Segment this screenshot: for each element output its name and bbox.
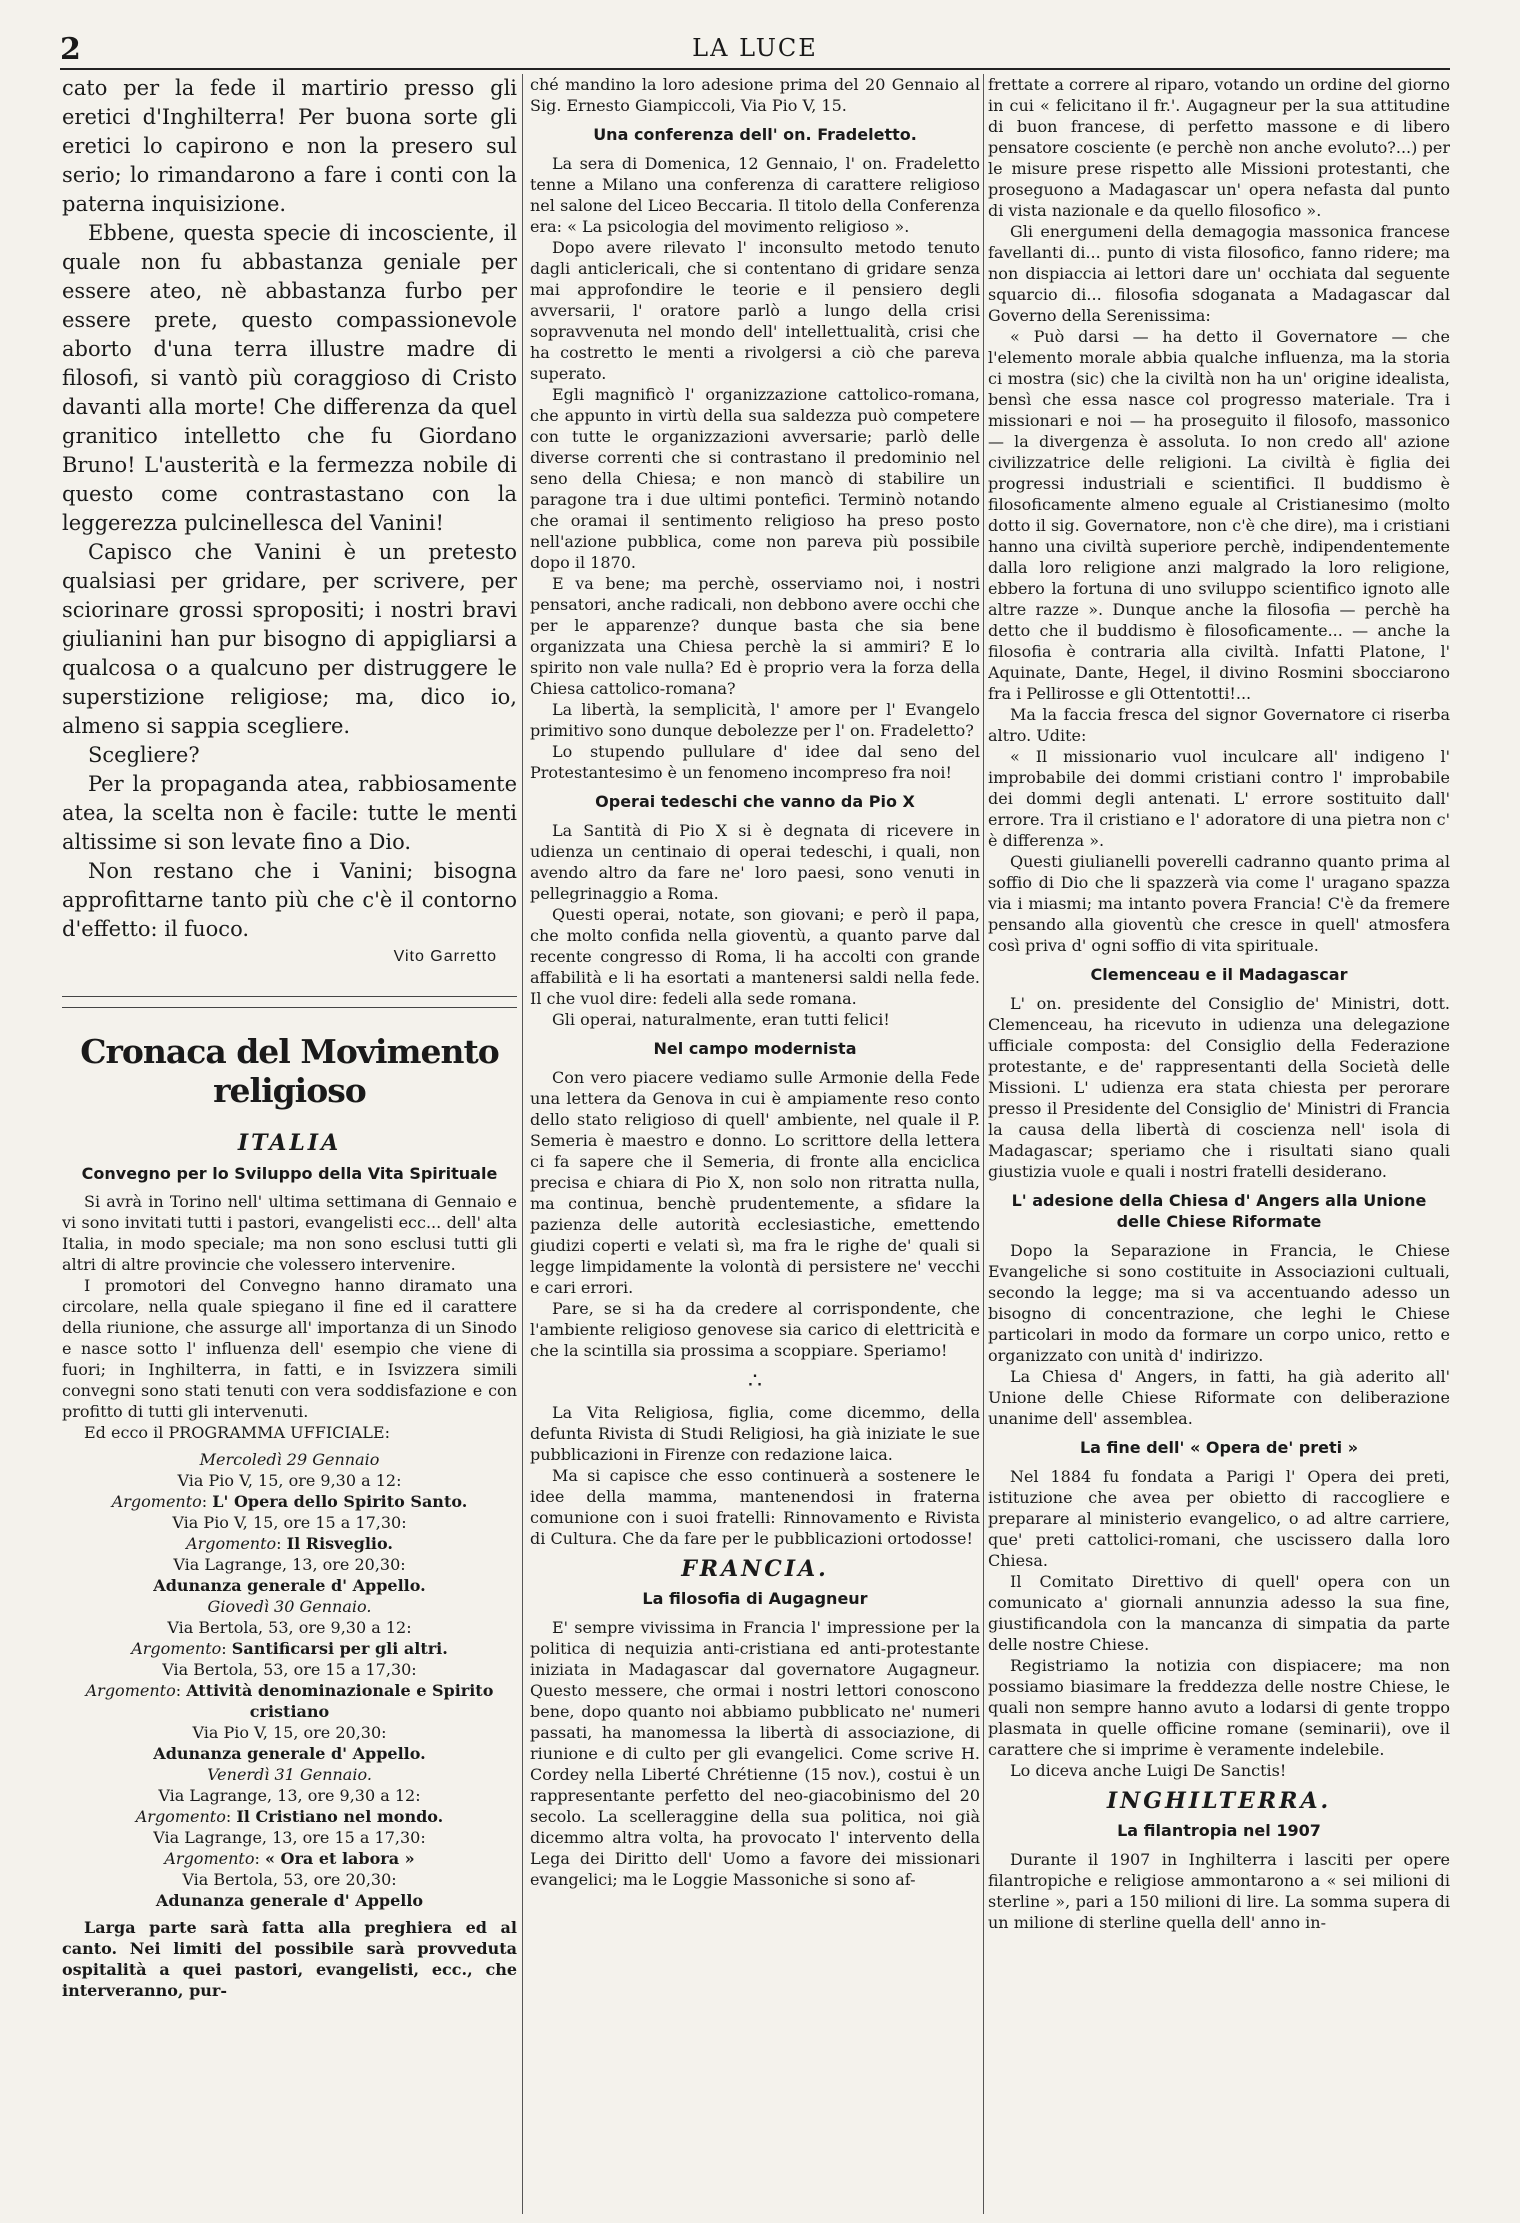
program-argument: « Ora et labora » — [264, 1849, 415, 1868]
program-line: Argomento: Il Cristiano nel mondo. — [135, 1807, 444, 1826]
column-divider — [522, 74, 523, 2214]
article-title: Nel campo modernista — [653, 1039, 857, 1058]
paragraph: « Può darsi — ha detto il Governatore — che l'elemento morale abbia qualche influenza, ma la storia ci mostra (sic) che la civiltà non ha un' origine idealista, bensì che essa nasce col progresso materiale. Tra i missionari e noi — ha proseguito il filosofo, massonico — la divergenza è assoluta. Io non credo all' azione civilizzatrice delle religioni. La civiltà è figlia dei progressi industriali e scientifici. Il buddismo è filosoficamente almeno eguale al Cristianesimo (molto dotto il sig. Governatore, non c'è che dire), ma i cristiani hanno una civiltà superiore perchè, indipendentemente dalla loro religione anzi malgrado la loro religione, ebbero la fortuna di uno sviluppo scientifico ignoto alle altre razze ». Dunque anche la filosofia — perchè ha detto che il buddismo è filosoficamente... — anche la filosofia è contraria alla civiltà. Infatti Platone, l' Aquinate, Dante, Hegel, il divino Rosmini sbocciarono fra i Pellirosse e gli Ottentotti!... — [988, 327, 1450, 703]
column-2 — [530, 74, 980, 2214]
article-title: La fine dell' « Opera de' preti » — [1079, 1438, 1359, 1457]
country-heading-francia: FRANCIA. — [681, 1556, 829, 1582]
program-argument-label: Argomento — [135, 1807, 226, 1826]
country-heading-inghilterra: INGHILTERRA. — [1106, 1788, 1332, 1814]
program-line: Argomento: « Ora et labora » — [164, 1849, 415, 1868]
program-line: Via Pio V, 15, ore 15 a 17,30: — [172, 1513, 407, 1532]
program-argument: Il Risveglio. — [286, 1534, 393, 1553]
paragraph: Ma si capisce che esso continuerà a sostenere le idee della mamma, mantenendosi in fraterna comunione con i suoi fratelli: Rinnovamento e Rivista di Cultura. Che da fare per le pubblicazioni ortodosse! — [530, 1466, 980, 1548]
paragraph: Durante il 1907 in Inghilterra i lasciti per opere filantropiche e religiose ammontarono a « sei milioni di sterline », pari a 150 milioni di lire. La somma supera di un milione di sterline quella dell' anno in- — [988, 1850, 1450, 1932]
program-assembly: Adunanza generale d' Appello. — [153, 1576, 426, 1595]
paragraph: Ebbene, questa specie di incosciente, il quale non fu abbastanza geniale per essere ateo, nè abbastanza furbo per essere prete, questo compassionevole aborto d'una terra illustre madre di filosofi, si vantò più coraggioso di Cristo davanti alla morte! Che differenza da quel granitico intelletto che fu Giordano Bruno! L'austerità e la fermezza nobile di questo come contrastastano con la leggerezza pulcinellesca del Vanini! — [62, 221, 517, 535]
program-line: Via Pio V, 15, ore 9,30 a 12: — [177, 1471, 402, 1490]
paragraph: Dopo la Separazione in Francia, le Chiese Evangeliche si sono costituite in Associazioni cultuali, secondo la legge; ma si va accentuando adesso un bisogno di concentrazione, che leghi le Chiese particolari in modo da formare un corpo unico, retto e organizzato con unità d' indirizzo. — [988, 1241, 1450, 1365]
program-line: Via Bertola, 53, ore 9,30 a 12: — [167, 1618, 412, 1637]
program-line — [62, 1890, 517, 1911]
program-line: Argomento: Santificarsi per gli altri. — [131, 1639, 448, 1658]
program-argument-label: Argomento — [131, 1639, 222, 1658]
article-title: L' adesione della Chiesa d' Angers alla Unione delle Chiese Riformate — [1011, 1191, 1427, 1231]
paragraph: Ed ecco il PROGRAMMA UFFICIALE: — [84, 1423, 390, 1442]
paragraph: Il Comitato Direttivo di quell' opera con un comunicato a' giornali annunzia adesso la sua fine, giustificandola con la mancanza di simpatia da parte delle nostre Chiese. — [988, 1572, 1450, 1654]
paragraph: Larga parte sarà fatta alla preghiera ed al canto. Nei limiti del possibile sarà provveduta ospitalità a quei pastori, evangelisti, ecc., che interveranno, pur- — [62, 1918, 517, 2000]
program-line: Via Pio V, 15, ore 20,30: — [192, 1723, 387, 1742]
program-argument: Il Cristiano nel mondo. — [236, 1807, 444, 1826]
author-signature: Vito Garretto — [393, 948, 497, 965]
program-line: Via Bertola, 53, ore 20,30: — [182, 1870, 397, 1889]
program-line: Argomento: Attività denominazionale e Spirito cristiano — [85, 1681, 494, 1721]
paragraph: La Chiesa d' Angers, in fatti, ha già aderito all' Unione delle Chiese Riformate con deliberazione unanime dell' assemblea. — [988, 1367, 1450, 1428]
program-line: Giovedì 30 Gennaio. — [207, 1597, 372, 1616]
program-line: Via Bertola, 53, ore 15 a 17,30: — [162, 1660, 417, 1679]
paragraph: E' sempre vivissima in Francia l' impressione per la politica di nequizia anti-cristiana ed anti-protestante iniziata in Madagascar dal governatore Augagneur. Questo messere, che ormai i nostri lettori conoscono bene, dopo quanto noi abbiamo pubblicato ne' numeri passati, ha manomessa la libertà di associazione, di riunione e di culto per gli evangelici. Come scrive H. Cordey nella Liberté Chrétienne (15 nov.), costui è un rappresentante perfetto del neo-giacobinismo del 20 secolo. La scelleraggine della sua politica, noi già dicemmo altra volta, ha provocato l' intervento della Lega dei Diritto dell' Uomo a favore dei missionari evangelici; ma le Loggie Massoniche si sono af- — [530, 1618, 980, 1889]
article-body — [62, 1191, 517, 1443]
paragraph: Scegliere? — [88, 743, 200, 767]
program-argument: Attività denominazionale e Spirito cristiano — [186, 1681, 494, 1721]
section-divider — [62, 996, 517, 1008]
chronicle-title: Cronaca del Movimento religioso — [80, 1032, 499, 1110]
paragraph: Nel 1884 fu fondata a Parigi l' Opera dei preti, istituzione che avea per obietto di raccogliere e preparare al ministerio evangelico, o ad altre carriere, que' preti cattolici-romani, che uscissero dalla loro Chiesa. — [988, 1467, 1450, 1570]
program-argument-label: Argomento — [85, 1681, 176, 1700]
paragraph: Per la propaganda atea, rabbiosamente atea, la scelta non è facile: tutte le menti altissime si son levate fino a Dio. — [62, 772, 517, 854]
program-assembly: Adunanza generale d' Appello. — [153, 1744, 426, 1763]
paragraph: Capisco che Vanini è un pretesto qualsiasi per gridare, per scrivere, per sciorinare grossi spropositi; i nostri bravi giulianini han pur bisogno di appigliarsi a qualcosa o a qualcuno per distruggere le superstizione religiose; ma, dico io, almeno si sappia scegliere. — [62, 540, 517, 738]
program-line: Argomento: L' Opera dello Spirito Santo. — [111, 1492, 468, 1511]
paragraph: La sera di Domenica, 12 Gennaio, l' on. Fradeletto tenne a Milano una conferenza di carattere religioso nel salone del Liceo Beccaria. Il titolo della Conferenza era: « La psicologia del movimento religioso ». — [530, 154, 980, 236]
paragraph: ché mandino la loro adesione prima del 20 Gennaio al Sig. Ernesto Giampiccoli, Via Pio V, 15. — [530, 75, 980, 115]
paragraph: « Il missionario vuol inculcare all' indigeno l' improbabile dei dommi cristiani contro l' improbabile dei dommi degli antenati. L' errore sostituito dall' errore. Tra il cristiano e l' adoratore di una pietra non c' è differenza ». — [988, 747, 1450, 850]
paragraph: cato per la fede il martirio presso gli eretici d'Inghilterra! Per buona sorte gli eretici lo capirono e non la presero sul serio; lo rimandarono a fare i conti con la paterna inquisizione. — [62, 76, 517, 216]
masthead-title: LA LUCE — [692, 34, 818, 62]
paragraph: Gli operai, naturalmente, eran tutti felici! — [552, 1010, 890, 1029]
program-assembly: Adunanza generale d' Appello — [155, 1891, 424, 1910]
essay-vanini — [62, 74, 517, 944]
program-line — [62, 1743, 517, 1764]
paragraph: Si avrà in Torino nell' ultima settimana di Gennaio e vi sono invitati tutti i pastori, evangelisti ecc... dell' alta Italia, in modo speciale; ma non sono esclusi tutti gli altri di altre provincie che volessero intervenire. — [62, 1192, 517, 1274]
program-argument-label: Argomento — [111, 1492, 202, 1511]
program-argument: L' Opera dello Spirito Santo. — [212, 1492, 468, 1511]
paragraph: Registriamo la notizia con dispiacere; ma non possiamo biasimare la freddezza delle nostre Chiese, le quali non sempre hanno avuto a lodarsi di gente troppo plasmata in quelle officine romane (seminarii), ove il carattere che si imprime è veramente indelebile. — [988, 1656, 1450, 1759]
article-title: Convegno per lo Sviluppo della Vita Spirituale — [81, 1164, 498, 1183]
paragraph: Lo stupendo pullulare d' idee dal seno del Protestantesimo è un fenomeno incompreso fra noi! — [530, 742, 980, 782]
header-rule — [60, 68, 1450, 70]
column-3 — [988, 74, 1450, 2214]
program-line: Via Lagrange, 13, ore 15 a 17,30: — [153, 1828, 426, 1847]
official-program — [62, 1449, 517, 1911]
paragraph: L' on. presidente del Consiglio de' Ministri, dott. Clemenceau, ha ricevuto in udienza una delegazione ufficiale composta: del Consiglio della Federazione protestante, e de' rappresentanti della Società delle Missioni. L' udienza era stata chiesta per perorare presso il Presidente del Consiglio de' Ministri di Francia la causa della libertà di coscienza nell' isola di Madagascar; speriamo che i risultati siano quali giustizia vuole e quali i nostri fratelli desiderano. — [988, 994, 1450, 1181]
paragraph: La Vita Religiosa, figlia, come dicemmo, della defunta Rivista di Studi Religiosi, ha già iniziate le sue pubblicazioni in Firenze con redazione laica. — [530, 1403, 980, 1464]
paragraph: La Santità di Pio X si è degnata di ricevere in udienza un centinaio di operai tedeschi, i quali, non avendo altro da fare ne' loro paesi, sono venuti in pellegrinaggio a Roma. — [530, 821, 980, 903]
paragraph: Pare, se si ha da credere al corrispondente, che l'ambiente religioso genovese sia carico di elettricità e che la scintilla sia prossima a scoppiare. Speriamo! — [530, 1299, 980, 1360]
article-title: Clemenceau e il Madagascar — [1090, 965, 1348, 984]
paragraph: Questi operai, notate, son giovani; e però il papa, che molto confida nella gioventù, a quanto parve dal recente congresso di Roma, li ha accolti con grande affabilità e li ha esortati a mantenersi saldi nella fede. Il che vuol dire: fedeli alla sede romana. — [530, 905, 980, 1008]
paragraph: Non restano che i Vanini; bisogna approfittarne tanto più che c'è il contorno d'effetto: il fuoco. — [62, 859, 517, 941]
article-title: Operai tedeschi che vanno da Pio X — [595, 792, 915, 811]
column-1 — [62, 74, 517, 2214]
page-header — [60, 32, 1450, 68]
article-body — [62, 1917, 517, 2001]
program-argument-label: Argomento — [186, 1534, 277, 1553]
program-argument: Santificarsi per gli altri. — [231, 1639, 448, 1658]
program-line: Via Lagrange, 13, ore 20,30: — [173, 1555, 406, 1574]
paragraph: Lo diceva anche Luigi De Sanctis! — [1010, 1761, 1287, 1780]
paragraph: Egli magnificò l' organizzazione cattolico-romana, che appunto in virtù della sua saldezza può competere con tutte le organizzazioni avversarie; parlò delle diverse correnti che si contrastano il predominio nel seno della Chiesa; e non mancò di stabilire un paragone tra i due ultimi pontefici. Terminò notando che oramai il sentimento religioso ha preso posto nell'azione pubblica, come non pareva più possibile dopo il 1870. — [530, 385, 980, 572]
program-line: Venerdì 31 Gennaio. — [207, 1765, 372, 1784]
article-title: La filosofia di Augagneur — [642, 1589, 868, 1608]
paragraph: Gli energumeni della demagogia massonica francese favellanti di... punto di vista filosofico, fanno ridere; ma non dispiaccia ai lettori dare un' occhiata dal seguente squarcio di... filosofia sdoganata a Madagascar dal Governo della Serenissima: — [988, 222, 1450, 325]
paragraph: Dopo avere rilevato l' inconsulto metodo tenuto dagli anticlericali, che si contentano di gridare senza mai approfondire le teorie e il pensiero degli avversarii, l' oratore parlò a lungo della crisi sopravvenuta nel mondo dell' intellettualità, crisi che ha costretto le menti a rivolgersi a ciò che pareva superato. — [530, 238, 980, 383]
article-title: La filantropia nel 1907 — [1117, 1821, 1321, 1840]
paragraph: Con vero piacere vediamo sulle Armonie della Fede una lettera da Genova in cui è ampiamente reso conto dello stato religioso di quell' ambiente, nel quale il P. Semeria è maestro e donno. Lo scrittore della lettera ci fa sapere che il Semeria, di fronte alla enciclica precisa e chiara di Pio X, non solo non ritratta nulla, ma continua, benchè prudentemente, a sfidare la pazienza delle autorità ecclesiastiche, emettendo giudizi coperti e velati sì, ma fra le righe de' quali si legge limpidamente la volontà di persistere ne' vecchi e cari errori. — [530, 1068, 980, 1297]
asterism-divider: ∴ — [748, 1369, 762, 1394]
paragraph: La libertà, la semplicità, l' amore per l' Evangelo primitivo sono dunque debolezze per l' on. Fradeletto? — [530, 700, 980, 740]
program-line: Via Lagrange, 13, ore 9,30 a 12: — [158, 1786, 421, 1805]
program-line: Mercoledì 29 Gennaio — [199, 1450, 380, 1469]
program-line — [62, 1575, 517, 1596]
paragraph: frettate a correre al riparo, votando un ordine del giorno in cui « felicitano il fr.'. Augagneur per la sua attitudine di buon francese, di perfetto massone e di libero pensatore cosciente (e perchè non anche evoluto?...) per le misure prese rispetto alle Missioni protestanti, che proseguono a Madagascar un' opera nefasta dal punto di vista nazionale e da quello filosofico ». — [988, 75, 1450, 220]
page-number: 2 — [60, 32, 81, 67]
paragraph: I promotori del Convegno hanno diramato una circolare, nella quale spiegano il fine ed il carattere della riunione, che assurge all' importanza di un Sinodo e nasce sotto l' influenza dell' esempio che viene di fuori; in Inghilterra, in fatti, e in Isvizzera simili convegni sono stati tenuti con vera soddisfazione e con profitto di tutti gli intervenuti. — [62, 1276, 517, 1421]
program-line: Argomento: Il Risveglio. — [186, 1534, 393, 1553]
column-divider — [983, 74, 984, 2214]
paragraph: Questi giulianelli poverelli cadranno quanto prima al soffio di Dio che li spazzerà via come l' uragano spazza via i miasmi; ma intanto povera Francia! C'è da fremere pensando alla gioventù che cresce in quell' atmosfera così priva d' ogni soffio di vita spirituale. — [988, 852, 1450, 955]
paragraph: E va bene; ma perchè, osserviamo noi, i nostri pensatori, anche radicali, non debbono avere occhi che per le apparenze? dunque basta che sia bene organizzata una Chiesa perchè la si ammiri? E lo spirito non vale nulla? Ed è proprio vera la forza della Chiesa cattolico-romana? — [530, 574, 980, 698]
country-heading-italia: ITALIA — [237, 1130, 342, 1156]
paragraph: Ma la faccia fresca del signor Governatore ci riserba altro. Udite: — [988, 705, 1450, 745]
article-title: Una conferenza dell' on. Fradeletto. — [593, 125, 917, 144]
program-argument-label: Argomento — [164, 1849, 255, 1868]
